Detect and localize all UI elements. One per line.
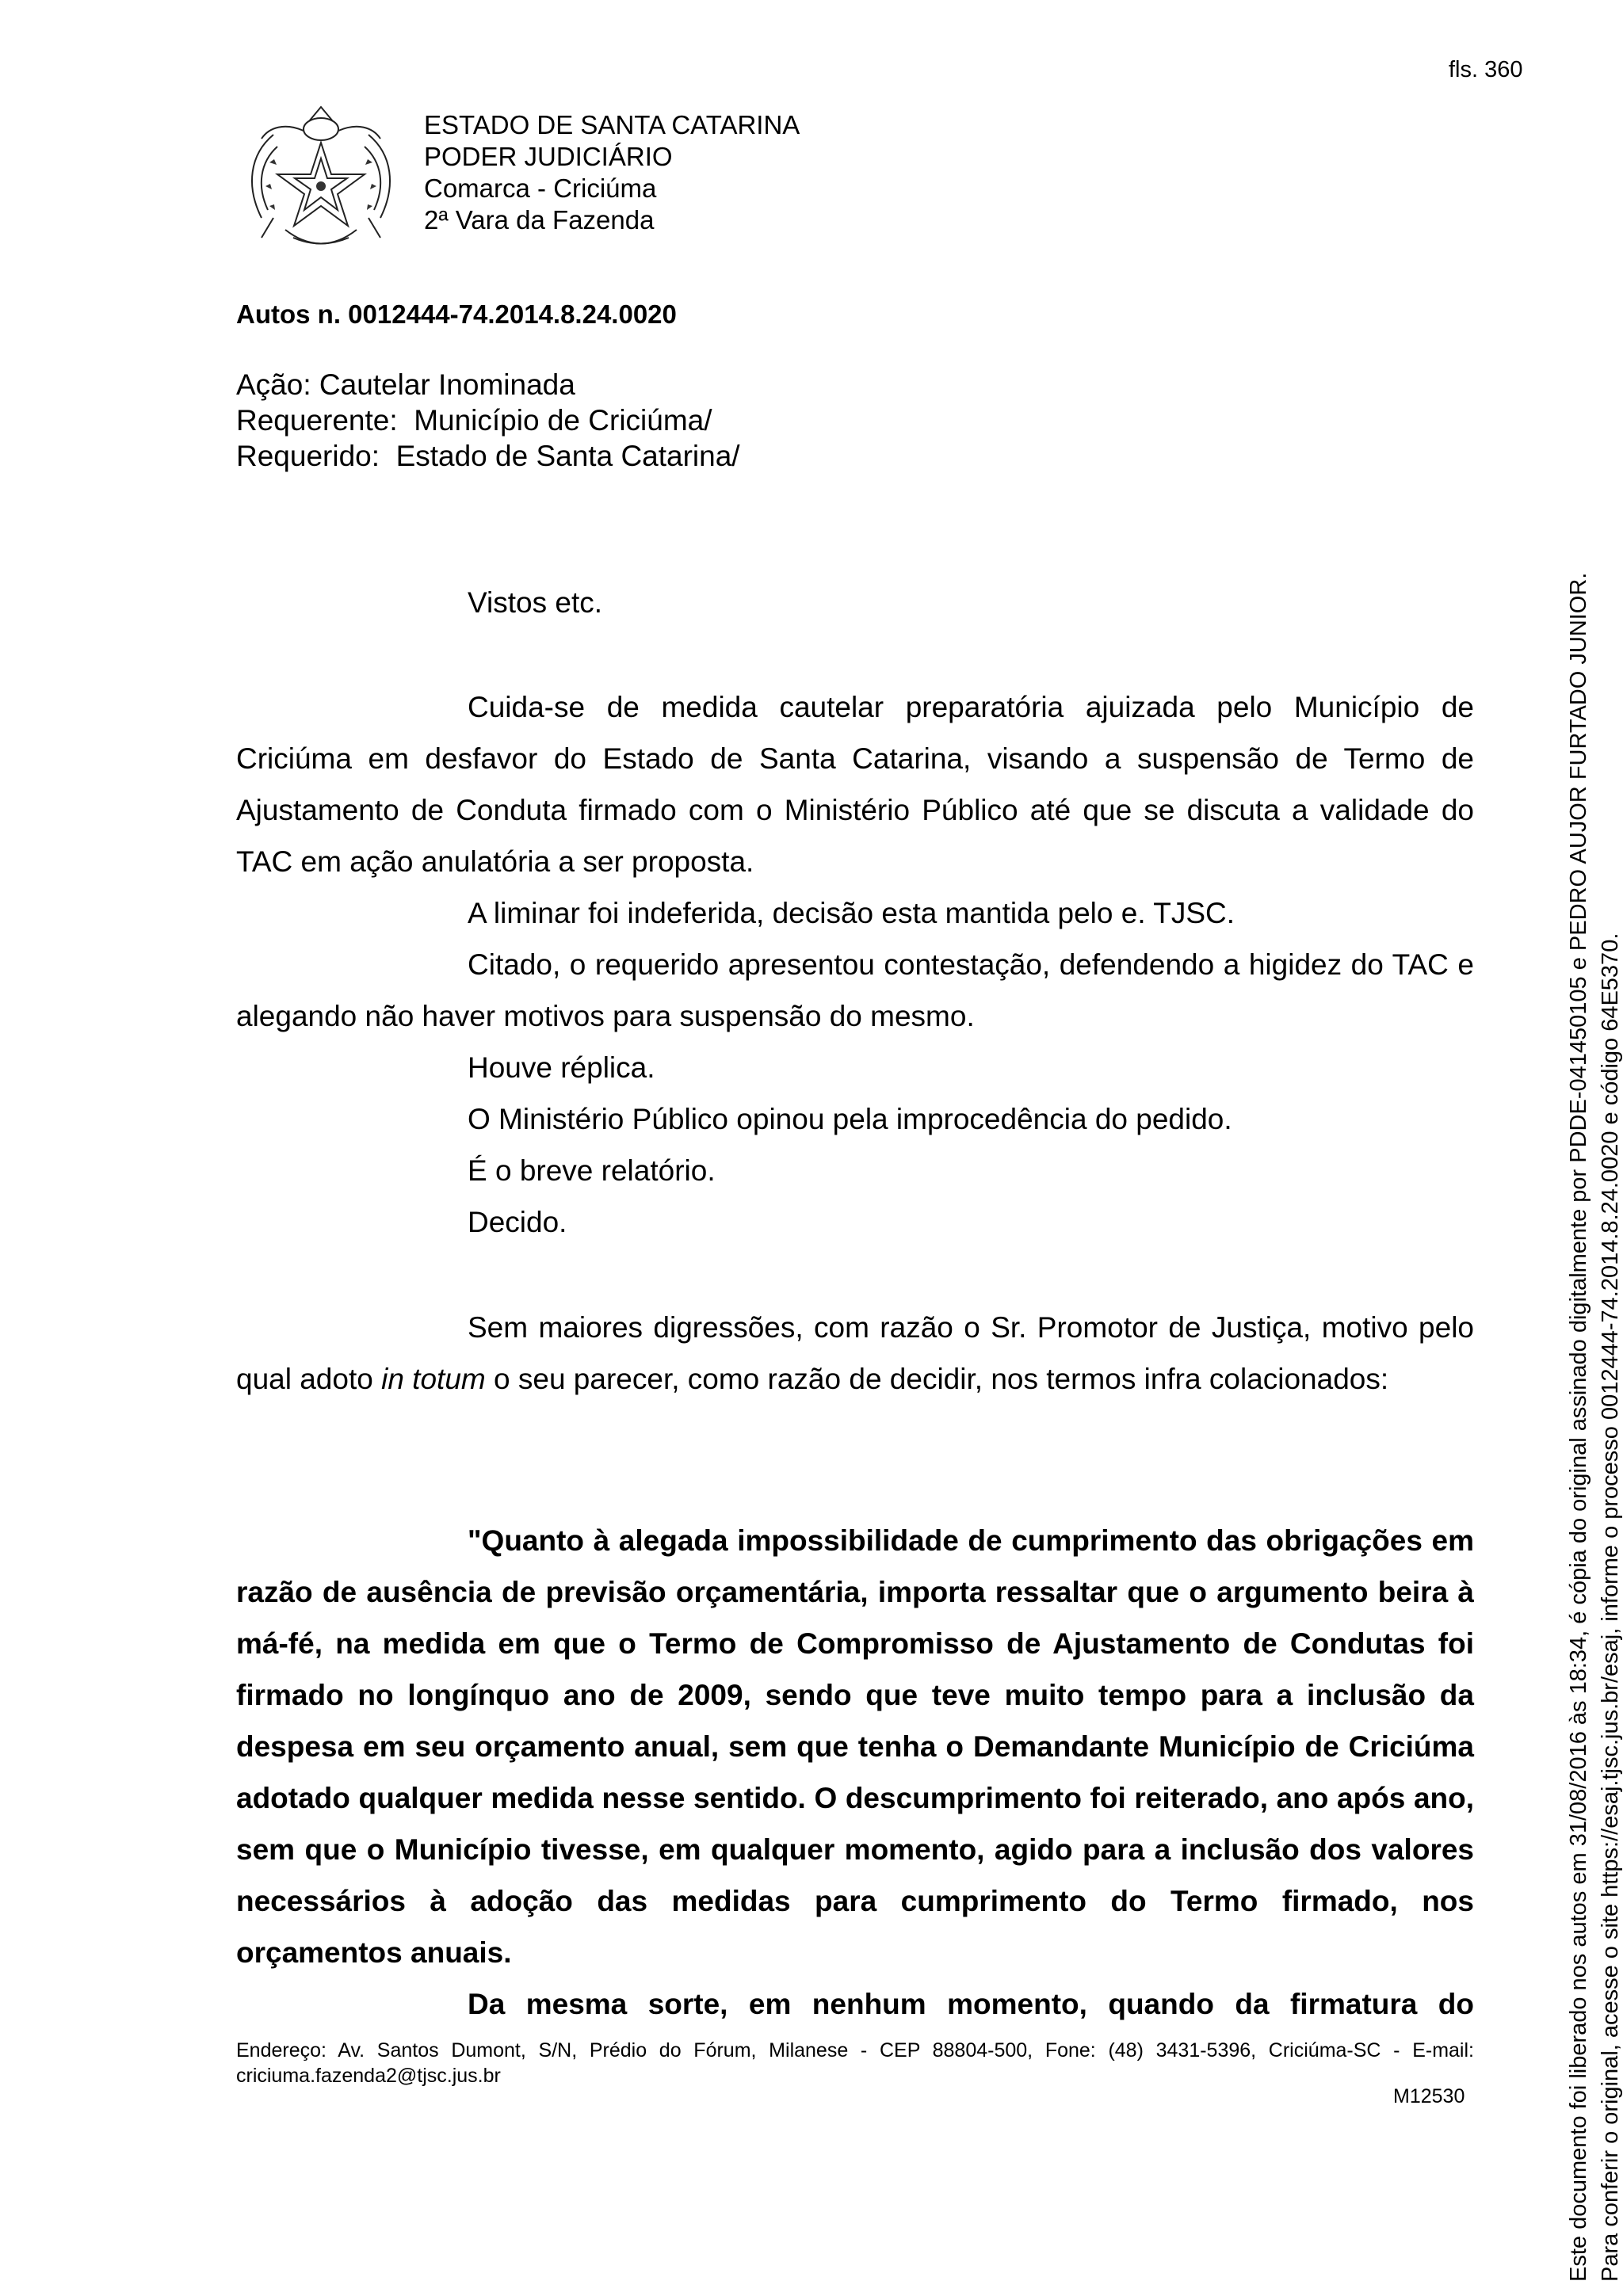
signature-line-2: Para conferir o original, acesse o site https://esaj.tjsc.jus.br/esaj, informe o processo 0012444-74.2014.8.24.0020 e código 64E5370. (1598, 933, 1623, 2282)
header-district: Comarca - Criciúma (424, 174, 657, 203)
case-number: Autos n. 0012444-74.2014.8.24.0020 (236, 299, 677, 329)
court-header (424, 109, 800, 236)
quoted-opinion (236, 1515, 1474, 2030)
quote-paragraph-2: Da mesma sorte, em nenhum momento, quando da firmatura do (468, 1988, 1474, 2020)
digital-signature-note (1563, 460, 1623, 2282)
quote-paragraph-1: "Quanto à alegada impossibilidade de cumprimento das obrigações em razão de ausência de previsão orçamentária, importa ressaltar que o argumento beira à má-fé, na medida em que o Termo de Compromisso de Ajustamento de Condutas foi firmado no longínquo ano de 2009, sendo que teve muito tempo para a inclusão da despesa em seu orçamento anual, sem que tenha o Demandante Município de Criciúma adotado qualquer medida nesse sentido. O descumprimento foi reiterado, ano após ano, sem que o Município tivesse, em qualquer momento, agido para a inclusão dos valores necessários à adoção das medidas para cumprimento do Termo firmado, nos orçamentos anuais. (236, 1524, 1474, 1969)
page-number: fls. 360 (1449, 57, 1523, 82)
decision-section (236, 1302, 1474, 1405)
report-section (236, 681, 1474, 1248)
header-state: ESTADO DE SANTA CATARINA (424, 110, 800, 139)
paragraph-report-end: É o breve relatório. (468, 1154, 716, 1187)
vistos-paragraph: Vistos etc. (468, 586, 603, 619)
paragraph-decision (236, 1302, 1474, 1405)
signature-line-1: Este documento foi liberado nos autos em 31/08/2016 às 18:34, é cópia do original assinado digitalmente por PDDE-041450105 e PEDRO AUJOR FURTADO JUNIOR. (1566, 572, 1591, 2282)
decision-text-start: Sem maiores digressões, com razão o Sr. Promotor de Justiça, motivo pelo qual adoto (236, 1311, 1474, 1395)
vistos-section (236, 577, 1474, 628)
case-action: Ação: Cautelar Inominada (236, 368, 575, 401)
header-court: 2ª Vara da Fazenda (424, 205, 655, 235)
case-details (236, 367, 740, 474)
paragraph-decide: Decido. (468, 1206, 567, 1238)
paragraph-injunction: A liminar foi indeferida, decisão esta mantida pelo e. TJSC. (468, 897, 1235, 929)
paragraph-answer: Citado, o requerido apresentou contestação, defendendo a higidez do TAC e alegando não haver motivos para suspensão do mesmo. (236, 948, 1474, 1032)
footer-code: M12530 (1393, 2085, 1465, 2107)
decision-text-end: o seu parecer, como razão de decidir, nos termos infra colacionados: (485, 1363, 1389, 1395)
case-plaintiff: Requerente: Município de Criciúma/ (236, 404, 712, 437)
header-judiciary: PODER JUDICIÁRIO (424, 142, 673, 171)
case-defendant: Requerido: Estado de Santa Catarina/ (236, 440, 740, 472)
footer-address: Endereço: Av. Santos Dumont, S/N, Prédio do Fórum, Milanese - CEP 88804-500, Fone: (48) 3431-5396, Criciúma-SC - E-mail: criciuma.fazenda2@tjsc.jus.br (236, 2039, 1474, 2087)
paragraph-summary: Cuida-se de medida cautelar preparatória ajuizada pelo Município de Criciúma em desfavor do Estado de Santa Catarina, visando a suspensão de Termo de Ajustamento de Conduta firmado com o Ministério Público até que se discuta a validade do TAC em ação anulatória a ser proposta. (236, 691, 1474, 878)
decision-latin-term: in totum (381, 1363, 486, 1395)
coat-of-arms-emblem (238, 99, 404, 265)
paragraph-prosecutor: O Ministério Público opinou pela improcedência do pedido. (468, 1103, 1232, 1135)
paragraph-reply: Houve réplica. (468, 1051, 655, 1084)
